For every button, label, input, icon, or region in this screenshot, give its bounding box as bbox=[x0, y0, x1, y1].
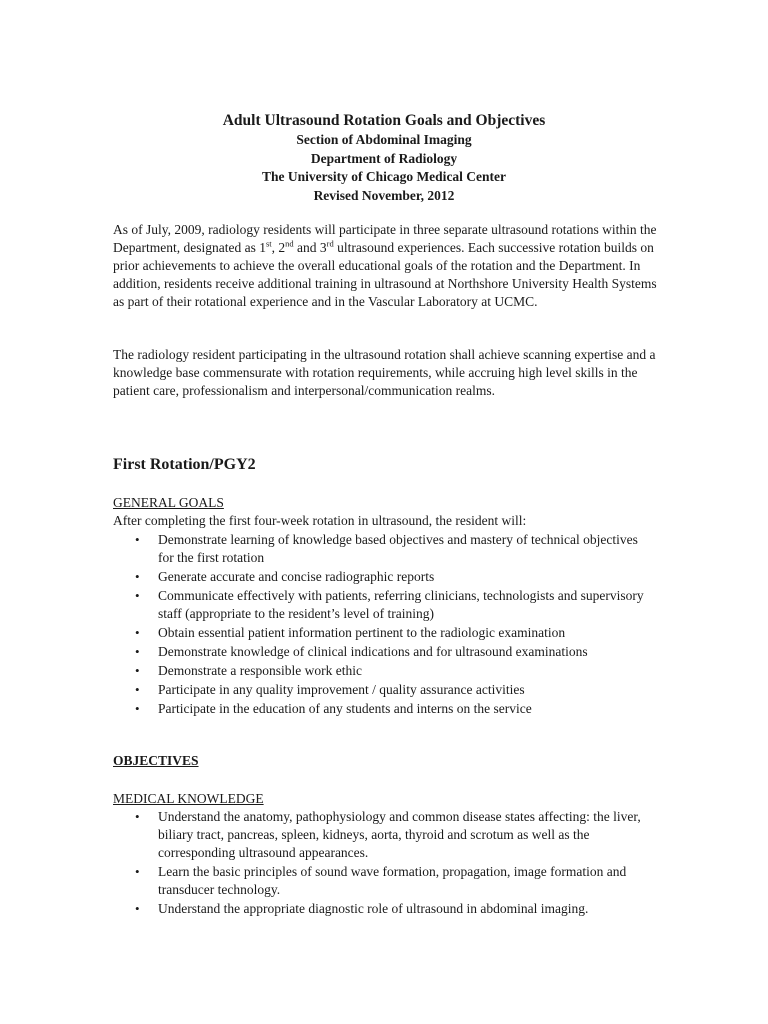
objective-text: Understand the anatomy, pathophysiology and common disease states affecting: the liver, biliary tract, pancreas, spleen, kidneys, aorta, thyroid and scrotum as well as the corresponding ultrasound appearances. bbox=[158, 809, 641, 860]
ordinal-suffix-2nd: nd bbox=[285, 238, 294, 249]
bullet-icon: • bbox=[135, 901, 140, 916]
bullet-icon: • bbox=[135, 532, 140, 547]
bullet-icon: • bbox=[135, 864, 140, 879]
medical-knowledge-list bbox=[113, 808, 653, 919]
list-item bbox=[113, 900, 653, 918]
institution-name: The University of Chicago Medical Center bbox=[261, 169, 507, 184]
intro-p1-part-b: , 2 bbox=[271, 240, 286, 255]
intro-p1-part-d: ultrasound experiences. Each successive rotation builds on prior achievements to achieve the overall educational goals of the rotation and the Department. In addition, residents receive additional training in ultrasound at Northshore University Health Systems as part of their rotational experience and in the Vascular Laboratory at UCMC. bbox=[113, 240, 657, 309]
objectives-heading: OBJECTIVES bbox=[113, 753, 199, 768]
bullet-icon: • bbox=[135, 663, 140, 678]
list-item bbox=[113, 568, 653, 586]
list-item bbox=[113, 624, 653, 642]
document-header bbox=[0, 111, 768, 205]
goal-text: Participate in the education of any students and interns on the service bbox=[158, 701, 532, 716]
bullet-icon: • bbox=[135, 588, 140, 603]
ordinal-suffix-1st: st bbox=[265, 238, 272, 249]
intro-paragraph-1 bbox=[113, 221, 658, 311]
general-goals-intro: After completing the first four-week rotation in ultrasound, the resident will: bbox=[113, 513, 527, 528]
list-item bbox=[113, 531, 653, 567]
list-item bbox=[113, 643, 653, 661]
document-title: Adult Ultrasound Rotation Goals and Objectives bbox=[222, 112, 546, 129]
goal-text: Participate in any quality improvement / quality assurance activities bbox=[158, 682, 525, 697]
revision-date: Revised November, 2012 bbox=[313, 187, 455, 203]
objective-text: Understand the appropriate diagnostic role of ultrasound in abdominal imaging. bbox=[158, 901, 589, 916]
bullet-icon: • bbox=[135, 569, 140, 584]
bullet-icon: • bbox=[135, 701, 140, 716]
list-item bbox=[113, 587, 653, 623]
bullet-icon: • bbox=[135, 644, 140, 659]
objective-text: Learn the basic principles of sound wave formation, propagation, image formation and transducer technology. bbox=[158, 864, 627, 897]
list-item bbox=[113, 662, 653, 680]
goal-text: Demonstrate a responsible work ethic bbox=[158, 663, 362, 678]
ordinal-suffix-3rd: rd bbox=[326, 238, 334, 249]
intro-p1-part-c: and 3 bbox=[293, 240, 327, 255]
general-goals-heading: GENERAL GOALS bbox=[113, 495, 224, 510]
bullet-icon: • bbox=[135, 809, 140, 824]
general-goals-list bbox=[113, 531, 653, 719]
list-item bbox=[113, 700, 653, 718]
bullet-icon: • bbox=[135, 682, 140, 697]
bullet-icon: • bbox=[135, 625, 140, 640]
list-item bbox=[113, 863, 653, 899]
goal-text: Obtain essential patient information pertinent to the radiologic examination bbox=[158, 625, 566, 640]
intro-p1-part-a: As of July, 2009, radiology residents will participate in three separate ultrasound rotations within the Department, designated as 1 bbox=[113, 222, 657, 255]
goal-text: Generate accurate and concise radiographic reports bbox=[158, 569, 435, 584]
list-item bbox=[113, 808, 653, 862]
goal-text: Communicate effectively with patients, referring clinicians, technologists and supervisory staff (appropriate to the resident’s level of training) bbox=[158, 588, 644, 621]
section-name: Section of Abdominal Imaging bbox=[296, 132, 472, 147]
list-item bbox=[113, 681, 653, 699]
department-name: Department of Radiology bbox=[310, 150, 458, 166]
goal-text: Demonstrate knowledge of clinical indications and for ultrasound examinations bbox=[158, 644, 588, 659]
medical-knowledge-heading: MEDICAL KNOWLEDGE bbox=[113, 791, 264, 806]
intro-paragraph-2: The radiology resident participating in the ultrasound rotation shall achieve scanning expertise and a knowledge base commensurate with rotation requirements, while accruing high level skills in the patient care, professionalism and interpersonal/communication realms. bbox=[113, 347, 656, 398]
goal-text: Demonstrate learning of knowledge based objectives and mastery of technical objectives for the first rotation bbox=[158, 532, 638, 565]
first-rotation-heading: First Rotation/PGY2 bbox=[113, 456, 256, 473]
